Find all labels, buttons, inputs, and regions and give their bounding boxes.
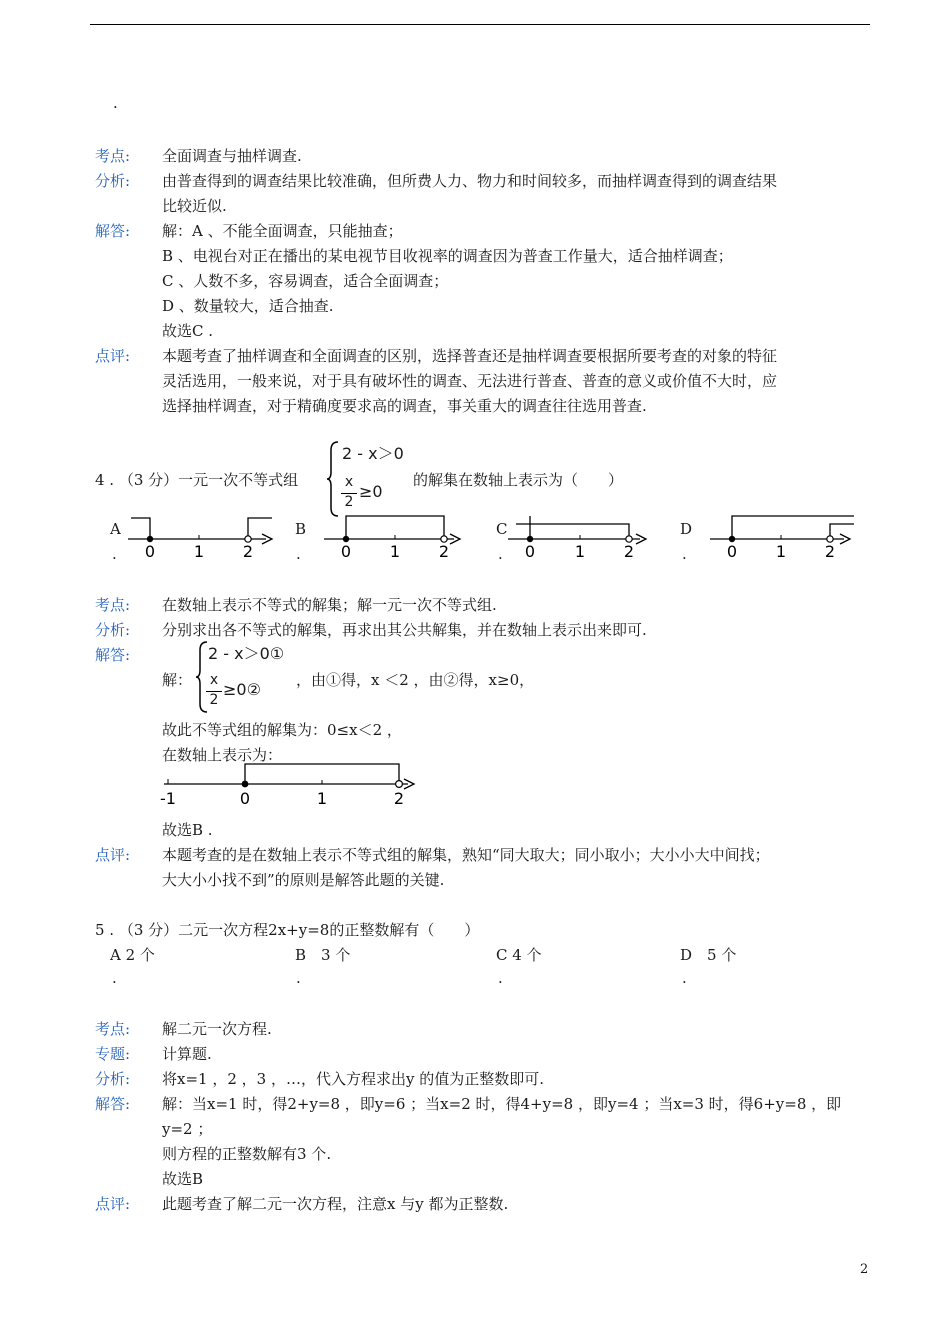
kaodian-label: 考点:: [95, 596, 131, 614]
dianping-line: 本题考查的是在数轴上表示不等式组的解集，熟知“同大取大；同小取小；大小小大中间找；: [162, 846, 770, 864]
tick-label: 0: [144, 542, 156, 561]
option-dot: .: [498, 969, 503, 987]
number-line-a: [126, 510, 278, 562]
tick-label: 2: [824, 542, 836, 561]
tick-label: 1: [193, 542, 205, 561]
option-letter: D: [680, 520, 693, 538]
kaodian-text: 解二元一次方程.: [162, 1020, 272, 1038]
option-dot: .: [682, 969, 687, 987]
q4-stem-prefix: 4 . （3 分）一元一次不等式组: [95, 471, 299, 489]
tick-label: 1: [775, 542, 787, 561]
tick-label: 0: [340, 542, 352, 561]
ineq-row-2-rest: ≥0②: [223, 680, 261, 699]
dianping-text: 此题考查了解二元一次方程，注意x 与y 都为正整数.: [162, 1195, 509, 1213]
jie-prefix: 解：: [162, 671, 193, 689]
solution-text: ，由①得，x ＜2 ，由②得，x≥0，: [296, 671, 535, 689]
dianping-line: 本题考查了抽样调查和全面调查的区别，选择普查还是抽样调查要根据所要考查的对象的特征: [162, 347, 778, 365]
option-dot: .: [112, 545, 117, 563]
tick-label: 1: [316, 789, 328, 808]
option-dot: .: [296, 545, 301, 563]
stray-dot: .: [113, 94, 118, 112]
frac-denominator: 2: [209, 692, 219, 708]
jieda-line: 故选B: [162, 1170, 204, 1188]
tick-label: 0: [726, 542, 738, 561]
tick-label: -1: [160, 789, 176, 808]
fenxi-text: 分别求出各不等式的解集，再求出其公共解集，并在数轴上表示出来即可.: [162, 621, 647, 639]
fenxi-text: 将x=1 ，2 ，3 ，…，代入方程求出y 的值为正整数即可.: [162, 1070, 544, 1088]
q5-stem: 5 . （3 分）二元一次方程2x+y=8的正整数解有（ ）: [95, 921, 480, 939]
jieda-label: 解答:: [95, 1095, 131, 1113]
header-rule: [90, 24, 870, 25]
dianping-line: 大大小小找不到”的原则是解答此题的关键.: [162, 871, 445, 889]
tick-label: 1: [389, 542, 401, 561]
kaodian-label: 考点:: [95, 147, 131, 165]
ineq-row-1: 2 - x＞0: [342, 444, 404, 463]
fenxi-label: 分析:: [95, 172, 131, 190]
number-line-b: [322, 510, 466, 562]
kaodian-label: 考点:: [95, 1020, 131, 1038]
frac-denominator: 2: [344, 494, 354, 510]
fenxi-label: 分析:: [95, 1070, 131, 1088]
jieda-line: C 、人数不多，容易调查，适合全面调查；: [162, 272, 449, 290]
jieda-label: 解答:: [95, 646, 131, 664]
left-brace-icon: [326, 440, 340, 518]
option-text: C 4 个: [496, 946, 542, 964]
tick-label: 2: [242, 542, 254, 561]
solution-set-text: 故此不等式组的解集为：0≤x＜2 ，: [162, 721, 402, 739]
zhuanti-text: 计算题.: [162, 1045, 212, 1063]
tick-label: 1: [574, 542, 586, 561]
numberline-intro: 在数轴上表示为：: [162, 746, 283, 764]
option-text: D 5 个: [680, 946, 737, 964]
option-text: B 3 个: [295, 946, 351, 964]
kaodian-text: 全面调查与抽样调查.: [162, 147, 302, 165]
dianping-label: 点评:: [95, 1195, 131, 1213]
tick-label: 2: [393, 789, 405, 808]
option-letter: B: [295, 520, 307, 538]
fenxi-label: 分析:: [95, 621, 131, 639]
jieda-line: 故选C .: [162, 322, 214, 340]
frac-numerator: x: [209, 672, 219, 688]
dianping-line: 选择抽样调查，对于精确度要求高的调查，事关重大的调查往往选用普查.: [162, 397, 647, 415]
kaodian-text: 在数轴上表示不等式的解集；解一元一次不等式组.: [162, 596, 497, 614]
option-letter: A: [110, 520, 121, 538]
solution-number-line: [156, 758, 422, 810]
option-text: A 2 个: [110, 946, 155, 964]
number-line-c: [506, 510, 652, 562]
jieda-line: 则方程的正整数解有3 个.: [162, 1145, 332, 1163]
tick-label: 0: [239, 789, 251, 808]
answer-line: 故选B .: [162, 821, 213, 839]
jieda-line: B 、电视台对正在播出的某电视节目收视率的调查因为普查工作量大，适合抽样调查；: [162, 247, 733, 265]
dianping-line: 灵活选用，一般来说，对于具有破坏性的调查、无法进行普查、普查的意义或价值不大时，应: [162, 372, 778, 390]
jieda-line: 解：当x=1 时，得2+y=8 ，即y=6 ；当x=2 时，得4+y=8 ，即y=4 ；当x=3 时，得6+y=8 ，即: [162, 1095, 842, 1113]
tick-label: 2: [623, 542, 635, 561]
option-dot: .: [112, 969, 117, 987]
frac-numerator: x: [344, 474, 354, 490]
option-dot: .: [498, 545, 503, 563]
ineq-row-2-rest: ≥0: [359, 482, 383, 501]
ineq-row-1: 2 - x＞0①: [208, 644, 285, 663]
jieda-line: D 、数量较大，适合抽查.: [162, 297, 334, 315]
tick-label: 2: [438, 542, 450, 561]
fenxi-line: 比较近似.: [162, 197, 227, 215]
fenxi-line: 由普查得到的调查结果比较准确，但所费人力、物力和时间较多，而抽样调查得到的调查结果: [162, 172, 778, 190]
zhuanti-label: 专题:: [95, 1045, 131, 1063]
jieda-line: y=2 ；: [162, 1120, 213, 1138]
tick-label: 0: [524, 542, 536, 561]
dianping-label: 点评:: [95, 347, 131, 365]
dianping-label: 点评:: [95, 846, 131, 864]
number-line-d: [708, 510, 856, 562]
option-letter: C: [496, 520, 508, 538]
option-dot: .: [296, 969, 301, 987]
option-dot: .: [682, 545, 687, 563]
jieda-label: 解答:: [95, 222, 131, 240]
page-number: 2: [860, 1262, 869, 1277]
jieda-line: 解：A 、不能全面调查，只能抽查；: [162, 222, 403, 240]
q4-stem-suffix: 的解集在数轴上表示为（ ）: [413, 471, 624, 489]
